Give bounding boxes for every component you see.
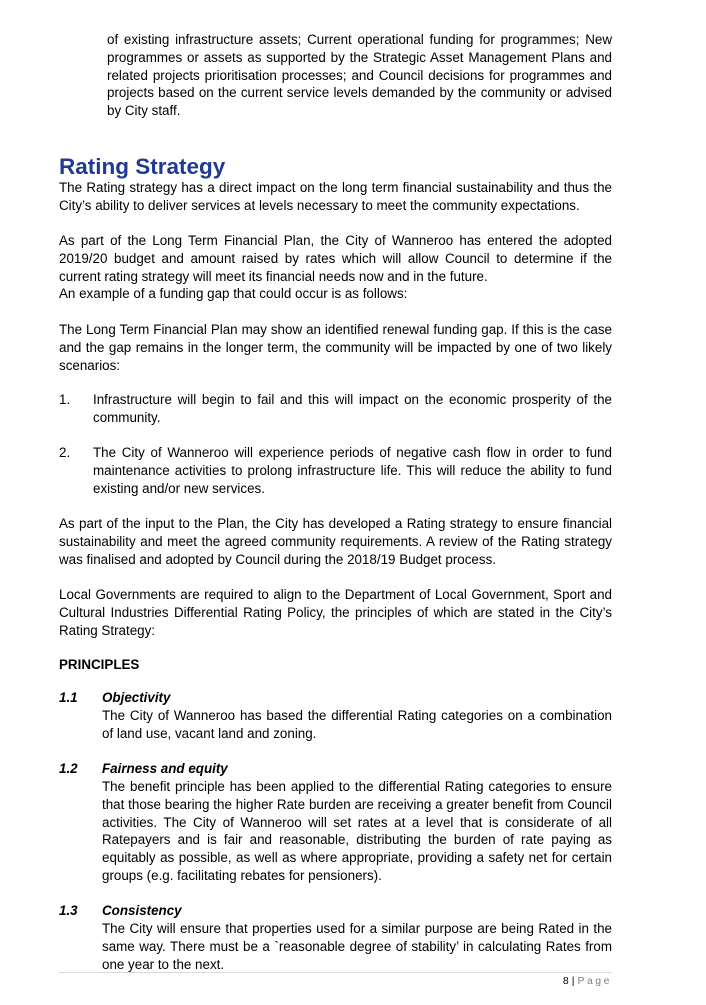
scenario-number: 1.	[59, 392, 71, 407]
section-heading: Rating Strategy	[59, 154, 226, 179]
principle-title: Objectivity	[102, 690, 171, 705]
page-number: 8	[562, 975, 569, 987]
principle-number: 1.1	[59, 690, 78, 705]
page-label: Page	[577, 975, 612, 987]
scenario-text: The City of Wanneroo will experience periods of negative cash flow in order to fund maintenance activities to prolong infrastructure life. This will reduce the ability to fund existing and/or new services.	[93, 445, 612, 496]
intro-continuation: of existing infrastructure assets; Current operational funding for programmes; New programmes or assets as supported by the Strategic Asset Management Plans and related projects prioritisation processes; and Council decisions for programmes and projects based on the current service levels demanded by the community or advised by City staff.	[107, 32, 612, 118]
paragraph-ltfp: As part of the Long Term Financial Plan, the City of Wanneroo has entered the adopted 2019/20 budget and amount raised by rates which will allow Council to determine if the current rating strategy will meet its financial needs now and in the future.	[59, 233, 612, 284]
paragraph-differential-rating-policy: Local Governments are required to align to the Department of Local Government, Sport and Cultural Industries Differential Rating Policy, the principles of which are stated in the City’s Rating Strategy:	[59, 587, 612, 638]
principle-title: Consistency	[102, 903, 182, 918]
paragraph-rating-strategy-review: As part of the input to the Plan, the City has developed a Rating strategy to ensure financial sustainability and meet the agreed community requirements. A review of the Rating strategy was finalised and adopted by Council during the 2018/19 Budget process.	[59, 516, 612, 567]
principle-number: 1.3	[59, 903, 78, 918]
paragraph-funding-gap-example: An example of a funding gap that could occur is as follows:	[59, 286, 408, 301]
principle-text: The benefit principle has been applied to the differential Rating categories to ensure that those bearing the higher Rate burden are receiving a greater benefit from Council activities. The City of Wanneroo will set rates at a level that is considerate of all Ratepayers and is fair and reasonable, distributing the burden of rate paying as equitably as possible, as well as where appropriate, providing a safety net for certain groups (e.g. facilitating rebates for pensioners).	[102, 779, 612, 883]
principle-text: The City will ensure that properties used for a similar purpose are being Rated in the same way. There must be a `reasonable degree of stability’ in calculating Rates from one year to the next.	[102, 921, 612, 972]
footer-separator: |	[571, 975, 575, 987]
principle-number: 1.2	[59, 761, 78, 776]
page-footer	[563, 975, 612, 988]
paragraph-rating-impact: The Rating strategy has a direct impact on the long term financial sustainability and thus the City’s ability to deliver services at levels necessary to meet the community expectations.	[59, 180, 612, 213]
principle-text: The City of Wanneroo has based the differential Rating categories on a combination of land use, vacant land and zoning.	[102, 708, 612, 741]
paragraph-renewal-gap: The Long Term Financial Plan may show an identified renewal funding gap. If this is the case and the gap remains in the longer term, the community will be impacted by one of two likely scenarios:	[59, 322, 612, 373]
principles-heading: PRINCIPLES	[59, 657, 140, 672]
scenario-number: 2.	[59, 445, 71, 460]
footer-divider	[59, 972, 612, 973]
scenario-text: Infrastructure will begin to fail and this will impact on the economic prosperity of the community.	[93, 392, 612, 425]
principle-title: Fairness and equity	[102, 761, 228, 776]
